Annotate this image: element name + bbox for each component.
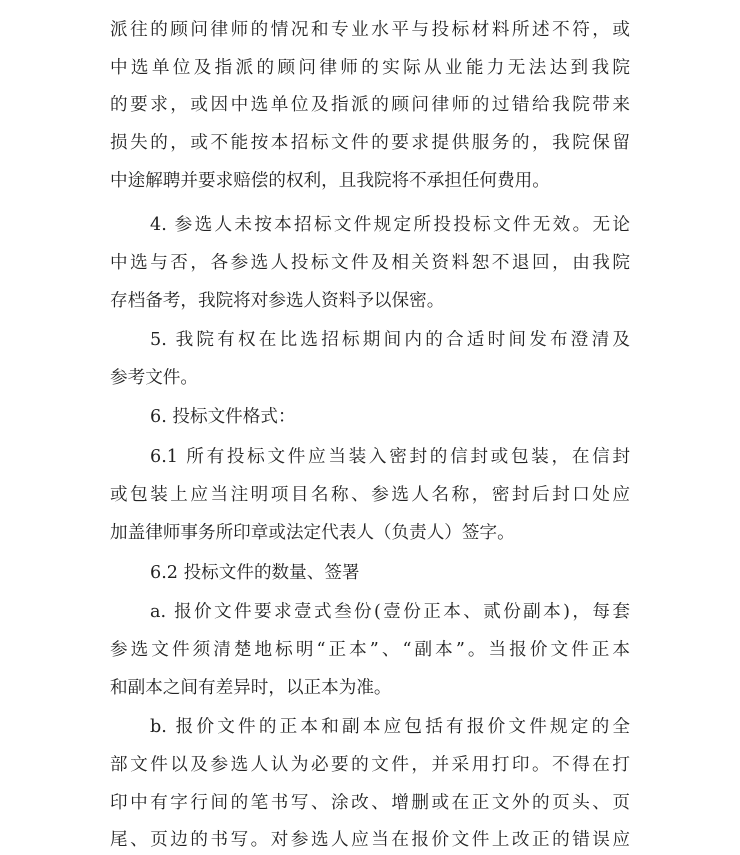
text-line: b. 报价文件的正本和副本应包括有报价文件规定的全 [150,717,630,737]
text-line: 6.2 投标文件的数量、签署 [150,563,360,583]
text-line: 5. 我院有权在比选招标期间内的合适时间发布澄清及 [150,330,630,350]
text-line: 或包装上应当注明项目名称、参选人名称，密封后封口处应 [110,485,630,505]
text-line: 中途解聘并要求赔偿的权利，且我院将不承担任何费用。 [110,171,550,191]
text-line: 的要求，或因中选单位及指派的顾问律师的过错给我院带来 [110,95,630,115]
text-line: 派往的顾问律师的情况和专业水平与投标材料所述不符，或 [110,20,630,40]
text-line: 参选文件须清楚地标明“正本”、“副本”。当报价文件正本 [110,640,630,660]
text-line: a. 报价文件要求壹式叁份(壹份正本、贰份副本)，每套 [150,602,630,622]
text-line: 尾、页边的书写。对参选人应当在报价文件上改正的错误应 [110,830,630,850]
text-line: 和副本之间有差异时，以正本为准。 [110,678,392,698]
text-line: 4. 参选人未按本招标文件规定所投投标文件无效。无论 [150,215,630,235]
text-line: 部文件以及参选人认为必要的文件，并采用打印。不得在打 [110,755,630,775]
text-line: 中选单位及指派的顾问律师的实际从业能力无法达到我院 [110,58,630,78]
text-line: 参考文件。 [110,368,198,388]
text-line: 存档备考，我院将对参选人资料予以保密。 [110,291,445,311]
text-line: 加盖律师事务所印章或法定代表人（负责人）签字。 [110,523,515,543]
text-line: 6. 投标文件格式： [150,407,296,427]
text-line: 6.1 所有投标文件应当装入密封的信封或包装，在信封 [150,447,630,467]
text-line: 印中有字行间的笔书写、涂改、增删或在正文外的页头、页 [110,793,630,813]
text-line: 中选与否，各参选人投标文件及相关资料恕不退回，由我院 [110,253,630,273]
text-line: 损失的，或不能按本招标文件的要求提供服务的，我院保留 [110,133,630,153]
